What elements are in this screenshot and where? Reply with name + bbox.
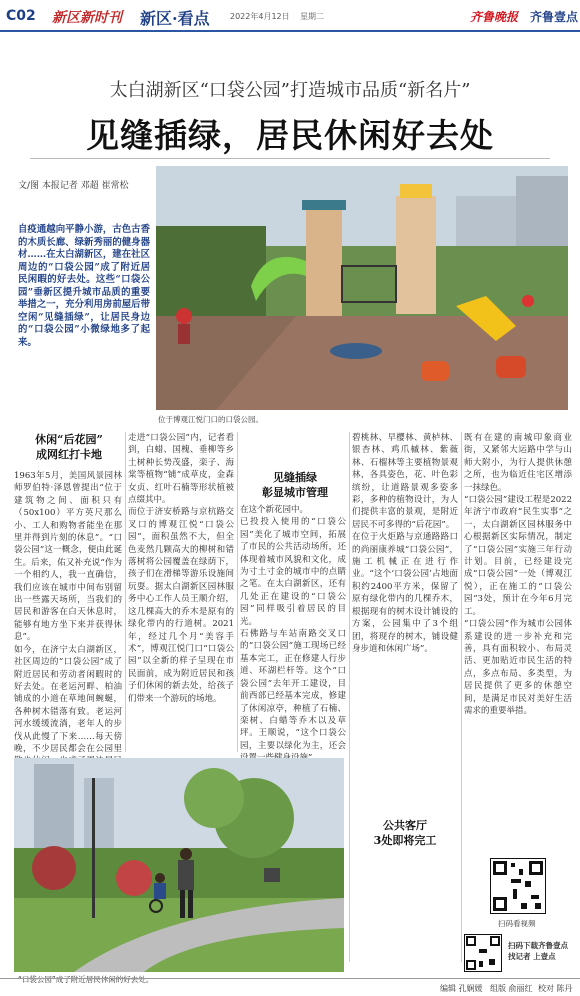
text-column-5: 既有在建的南城印象商业街，又紧邻大运路中学与山师大附小，为行人提供休憩之所，也为临近住宅区增添一抹绿色。 “口袋公园”建设工程是2022年济宁市政府“民生实事”之一，太白湖新区园林服务中心根据新区实际情况，制定了“口袋公园”实施三年行动计划。目前，已经建设完成“口袋公园”一处（博观江悦），正在施工的“口袋公园”3处，预计在今年6月完工。 “口袋公园”作为城市公园体系建设的进一步补充和完善，具有面积较小、布局灵活、更加贴近市民生活的特点，多点布局、多类型，为居民提供了更多的休憩空间，是满足市民对美好生活需求的重要举措。 (464, 433, 572, 716)
column-rule (349, 432, 350, 962)
app-qr-code[interactable] (464, 934, 502, 972)
design-credit: 组版 俞丽红 (490, 984, 533, 993)
playground-photo-caption: 位于博观江悦门口的口袋公园。 (158, 415, 263, 424)
playground-photo (156, 166, 568, 410)
brand-name: 新区新时刊 (52, 10, 122, 26)
app-qr-label: 扫码下载齐鲁壹点 找记者 上壹点 (508, 941, 568, 961)
section-title: 新区·看点 (140, 9, 210, 28)
park-illustration (14, 758, 344, 972)
column-rule (237, 432, 238, 752)
text-column-4: 碧桃林、早樱林、黄栌林、银杏林、鸡爪槭林、紫薇林、石榴林等主要植物景观林，各具姿色，花、叶色彩缤纷，让道路景观多姿多彩，多种的植物设计，为人们提供丰富的景观，是附近居民不可多得的“后花园”。 在位于火炬路与京通路路口的尚丽康养城“口袋公园”，施工机械正在进行作业。“这个‘口袋公园’占地面积约2400平方米，保留了原有绿化带内的几棵乔木，根据现有的树木设计铺设的方案，公园集中了3个组团，将现存的树木，铺设健身步道和休闲广场”。 (352, 433, 458, 654)
qr-pattern (491, 859, 545, 913)
lead-paragraph: 自疫通越向平静小游，古色古香的木质长廊、绿新秀丽的健身器材……在太白湖新区，建在社区周边的“口袋公园”成了附近居民闲暇的好去处。这些“口袋公园”垂新区提升城市品质的重要举措之一，充分利用房前屋后带空闲“见缝插绿”，让居民身边的“口袋公园”小微绿地多了起来。 (18, 224, 150, 348)
article-title: 见缝插绿，居民休闲好去处 (86, 116, 494, 155)
text-column-1: 1963年5月，美国风景园林师罗伯特·泽恩曾提出“位于建筑物之间、面积只有（50x100）平方英尺那么小、工人和购物者能坐在那里并得到片刻的休息”。“口袋公园”这一概念，便由此诞生。后来，佑又补充说“作为一个相约人，我一直确信，我们应该在城市中间布别留出一些露天场所，当我们的居民和游客在白天休息时，能够有地方坐下来并获得休息”。 如今，在济宁太白湖新区，社区周边的“口袋公园”成了附近居民和劳动者闲暇时的好去处。在老运河畔、柏油铺成的小道在草地间蜿蜒，各种树木错落有致。老运河河水缓缓流淌，老年人的步伐从此慢了下来……每天傍晚，不少居民都会在公园里 (14, 471, 122, 754)
text-column-3: 在这个新花园中。 已投投入使用的“口袋公园”美化了城市空间，拓展了市民的公共活动场所，还体现着城市风貌和文化，成为寸土寸金的城市中的点睛之笔。在太白湖新区，还有几处正在建设的“口袋公园”同样吸引着居民的目光。 石佛路与车站南路交叉口的“口袋公园”施工现场已经基本完工，正在修建人行步道、环湖栏杆等。这个“口袋公园”去年开工建设，目前西部已经基本完成，修建了休闲凉亭，种植了石楠、栾树、白蜡等乔木以及草坪。王顺说，“这个口袋公园，主要以绿化为主，还会 (240, 505, 346, 751)
issue-date: 2022年4月12日 (230, 12, 290, 21)
app-logo: 齐鲁壹点 (530, 10, 579, 24)
page-footer (0, 978, 580, 996)
park-photo-caption: “口袋公园”成了附近居民休闲的好去处。 (18, 975, 154, 984)
subhead-greening: 见缝插绿 彰显城市管理 (262, 471, 328, 499)
editor-credit: 编辑 孔娴媛 (440, 984, 483, 993)
article-subtitle: 太白湖新区“口袋公园”打造城市品质“新名片” (109, 80, 471, 101)
title-divider (30, 158, 550, 159)
proof-credit: 校对 陈丹 (538, 984, 573, 993)
qr-pattern (465, 935, 501, 971)
column-rule (125, 432, 126, 752)
subhead-leisure: 休闲“后花园” 成网红打卡地 (35, 433, 103, 461)
issue-weekday: 星期二 (300, 12, 324, 21)
text-column-2: 走进“口袋公园”内，记者看到，白蜡、国槐、垂柳等乡土树种长势茂盛，栾子、海棠等植物“铺”成草皮，金森女贞、红叶石楠等形状植被点缀其中。 而位于济安桥路与京杭路交叉口的博观江悦“口袋公园”，面积虽然不大，但全色麦然几颗高大的柳树和错落树将公园覆盖在绿荫下，孩子们在滑梯等游乐设施间玩耍。据太白湖新区园林服务中心工作人员王顺介绍，这几棵高大的乔木是原有的绿化带内的行道树。2021年，经过几个月“美容手术”，博观江悦门口“口袋公园”以全新的样子呈现在市民面前，成为附近居民和孩子们休闲的新去处，给孩子们带来一个游玩的场地。 (128, 433, 234, 704)
page-number: C02 (6, 8, 36, 24)
video-qr-code[interactable] (490, 858, 546, 914)
park-photo (14, 758, 344, 972)
playground-illustration (156, 166, 568, 410)
column-rule (461, 432, 462, 962)
subhead-public-living-room: 公共客厅 3处即将完工 (373, 819, 437, 847)
video-qr-label: 扫码看视频 (498, 919, 536, 928)
newspaper-logo: 齐鲁晚报 (470, 10, 519, 24)
byline: 文/图 本报记者 邓超 崔常松 (18, 181, 129, 191)
page-header (0, 0, 580, 32)
